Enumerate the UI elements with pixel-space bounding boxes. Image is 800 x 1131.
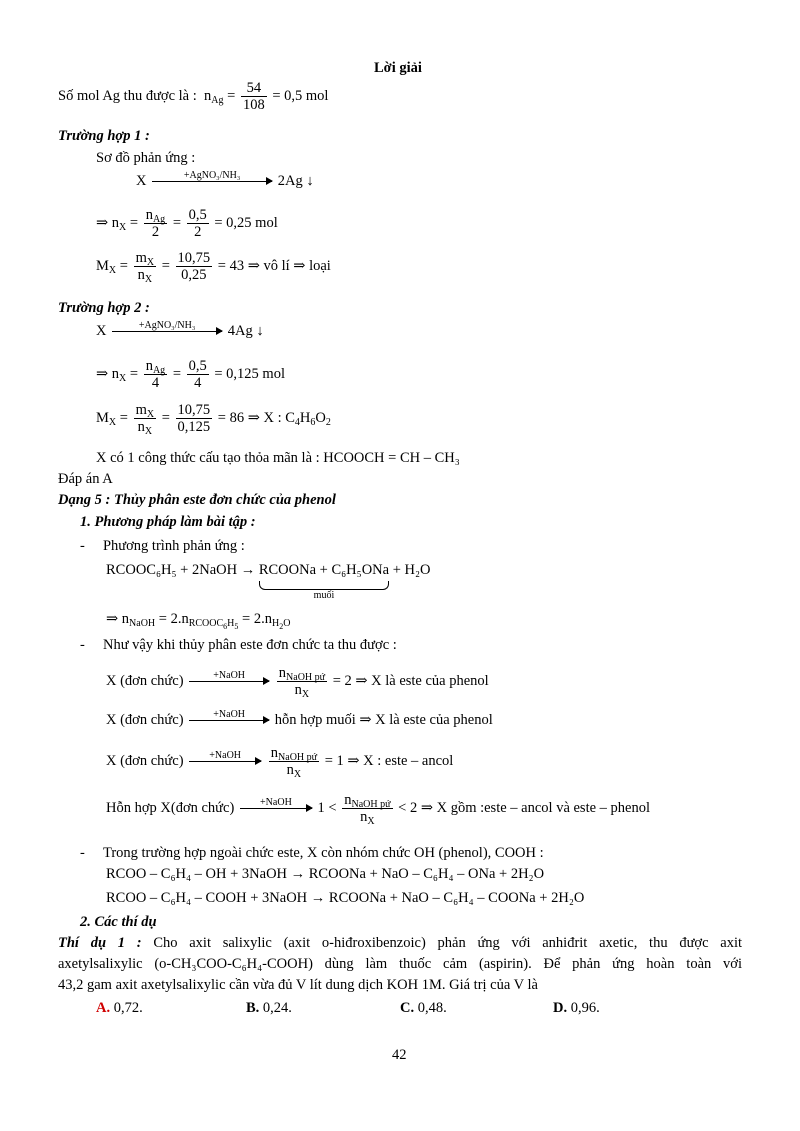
rule3: X (đơn chức) +NaOH $\frac{n_{NaOH pứ}}{n_X}$ = 1 ⇒ X : este – ancol [106, 745, 454, 780]
mol-ag-lead: Số mol Ag thu được là : [58, 87, 197, 104]
case2-scheme: X +AgNO₃/NH₃ 4Ag ↓ [96, 320, 264, 339]
case2-structure: X có 1 công thức cấu tạo thỏa mãn là : HCOOCH = CH – CH₃ [96, 450, 460, 466]
extra-intro: - Trong trường hợp ngoài chức este, X còn nhóm chức OH (phenol), COOH : [80, 845, 544, 861]
example1-line2: axetylsalixylic (o-CH₃COO-C₆H₄-COOH) dùng làm thuốc cảm (aspirin). Để phản ứng hoàn toàn với [58, 956, 742, 972]
rule2: X (đơn chức) +NaOH hỗn hợp muối ⇒ X là este của phenol [106, 709, 493, 728]
extra-eq1: RCOO – C₆H₄ – OH + 3NaOH → RCOONa + NaO – C₆H₄ – ONa + 2H₂O [106, 866, 545, 882]
eq-label: - Phương trình phản ứng : [80, 538, 245, 554]
rule1: X (đơn chức) +NaOH $\frac{n_{NaOH pứ}}{n_X}$ = 2 ⇒ X là este của phenol [106, 665, 489, 700]
hydrolysis-intro: - Như vậy khi thủy phân este đơn chức ta thu được : [80, 637, 397, 653]
case1-title: Trường hợp 1 : [58, 128, 150, 144]
mol-ag-fraction: $\frac{54}{108}$ [242, 80, 265, 113]
case2-answer: Đáp án A [58, 471, 113, 487]
extra-eq2: RCOO – C₆H₄ – COOH + 3NaOH → RCOONa + NaO – C₆H₄ – COONa + 2H₂O [106, 890, 585, 906]
option-b: B. 0,24. [246, 1000, 292, 1016]
page-number: 42 [392, 1047, 407, 1063]
case1-scheme: X +AgNO₃/NH₃ 2Ag ↓ [136, 170, 314, 189]
case1-mx: $M_X$ = $\frac{m_X}{n_X}$ = $\frac{10,75}{0,25}$ = 43 ⇒ vô lí ⇒ loại [96, 250, 331, 285]
example1-line1: Thí dụ 1 : Cho axit salixylic (axit o-hiđroxibenzoic) phản ứng với anhiđrit axetic, thu được axit [58, 935, 743, 951]
examples-title: 2. Các thí dụ [80, 914, 157, 930]
case2-mx: $M_X$ = $\frac{m_X}{n_X}$ = $\frac{10,75}{0,125}$ = 86 ⇒ X : $C_4H_6O_2$ [96, 402, 331, 437]
method-title: 1. Phương pháp làm bài tập : [80, 514, 256, 530]
example1-line3: 43,2 gam axit axetylsalixylic cần vừa đủ V lít dung dịch KOH 1M. Giá trị của V là [58, 977, 538, 993]
case2-nx: ⇒ $n_X$ = $\frac{n_{Ag}}{4}$ = $\frac{0,5}{4}$ = 0,125 mol [96, 358, 285, 391]
mol-ag-line [58, 80, 328, 113]
solution-heading: Lời giải [374, 60, 422, 76]
section-title: Dạng 5 : Thủy phân este đơn chức của phenol [58, 492, 336, 508]
naoh-relation: ⇒ $n_{NaOH} = 2.n_{RCOOC_6H_5} = 2.n_{H_2O}$ [106, 611, 291, 631]
case1-nx: ⇒ $n_X$ = $\frac{n_{Ag}}{2}$ = $\frac{0,5}{2}$ = 0,25 mol [96, 207, 278, 240]
case1-scheme-label: Sơ đồ phản ứng : [96, 150, 196, 166]
option-c: C. 0,48. [400, 1000, 447, 1016]
mol-ag-result: = 0,5 mol [272, 87, 329, 104]
option-a: A. 0,72. [96, 1000, 143, 1016]
rule4: Hỗn hợp X(đơn chức) +NaOH 1 < $\frac{n_{NaOH pứ}}{n_X}$ < 2 ⇒ X gồm :este – ancol và este – phenol [106, 792, 651, 827]
option-d: D. 0,96. [553, 1000, 600, 1016]
mol-ag-lhs: $n_{Ag}$ = [204, 87, 236, 106]
salts-brace: RCOONa + C₆H₅ONa muối [258, 562, 390, 601]
reaction-equation: RCOOC₆H₅ + 2NaOH → RCOONa + C₆H₅ONa muối + H₂O [106, 562, 431, 601]
case2-title: Trường hợp 2 : [58, 300, 150, 316]
